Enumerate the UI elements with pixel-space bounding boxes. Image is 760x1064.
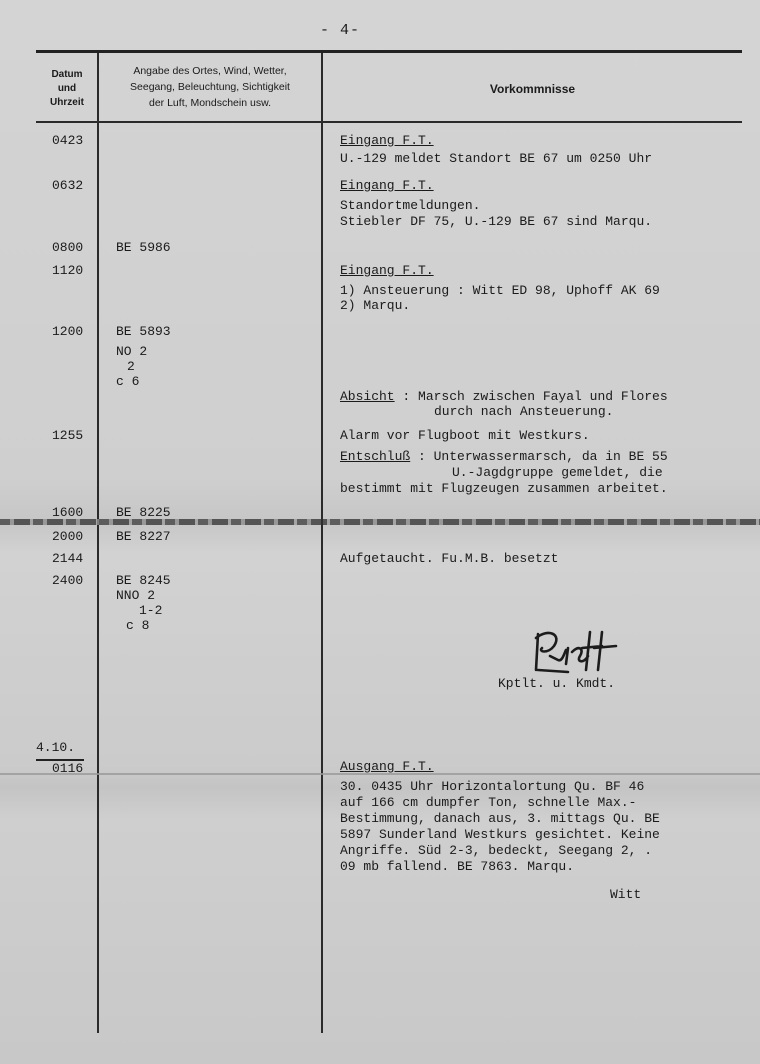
event-text: Bestimmung, danach aus, 3. mittags Qu. BE: [340, 811, 660, 826]
time-entry: 1600: [52, 505, 84, 520]
time-entry: 0423: [52, 133, 84, 148]
column-header-angabe: [102, 63, 318, 111]
column-header-vorkommnisse: Vorkommnisse: [489, 82, 576, 96]
time-entry: 1255: [52, 428, 84, 443]
event-text: Angriffe. Süd 2-3, bedeckt, Seegang 2, .: [340, 843, 653, 858]
event-text: Alarm vor Flugboot mit Westkurs.: [340, 428, 590, 443]
header-angabe-line: Angabe des Ortes, Wind, Wetter,: [133, 65, 287, 77]
top-rule: [36, 50, 742, 53]
event-text: : Marsch zwischen Fayal und Flores: [394, 389, 668, 404]
event-text: 30. 0435 Uhr Horizontalortung Qu. BF 46: [340, 779, 645, 794]
event-text: Aufgetaucht. Fu.M.B. besetzt: [340, 551, 559, 566]
event-text: auf 166 cm dumpfer Ton, schnelle Max.-: [340, 795, 637, 810]
visibility-entry: c 8: [126, 618, 150, 633]
wind-entry: NNO 2: [116, 588, 156, 603]
position-entry: BE 5986: [116, 240, 171, 255]
position-entry: BE 8225: [116, 505, 171, 520]
paper-fold-crease: [0, 519, 760, 525]
sender-signature: Witt: [610, 887, 642, 902]
event-text: bestimmt mit Flugzeugen zusammen arbeitet.: [340, 481, 668, 496]
event-text: 2) Marqu.: [340, 298, 411, 313]
time-entry: 1200: [52, 324, 84, 339]
time-entry: 2144: [52, 551, 84, 566]
position-entry: BE 5893: [116, 324, 171, 339]
event-heading: Eingang F.T.: [340, 263, 434, 278]
visibility-entry: c 6: [116, 374, 140, 389]
event-heading: Ausgang F.T.: [340, 759, 434, 774]
header-rule: [36, 121, 742, 123]
event-text: : Unterwassermarsch, da in BE 55: [410, 449, 668, 464]
position-entry: BE 8245: [116, 573, 171, 588]
event-text: Stiebler DF 75, U.-129 BE 67 sind Marqu.: [340, 214, 653, 229]
time-entry: 0800: [52, 240, 84, 255]
page-number: - 4-: [320, 22, 361, 39]
event-heading: Entschluß: [340, 449, 411, 464]
handwritten-signature: [528, 626, 628, 680]
header-angabe-line: Seegang, Beleuchtung, Sichtigkeit: [130, 81, 290, 93]
seegang-entry: 2: [127, 359, 135, 374]
time-entry: 2000: [52, 529, 84, 544]
time-entry: 1120: [52, 263, 84, 278]
column-divider-2: [321, 53, 323, 1033]
event-text: U.-129 meldet Standort BE 67 um 0250 Uhr: [340, 151, 653, 166]
time-entry: 0116: [52, 761, 84, 776]
column-divider-1: [97, 53, 99, 1033]
date-entry: 4.10.: [36, 740, 76, 755]
event-text: U.-Jagdgruppe gemeldet, die: [452, 465, 663, 480]
position-entry: BE 8227: [116, 529, 171, 544]
time-entry: 0632: [52, 178, 84, 193]
time-entry: 2400: [52, 573, 84, 588]
wind-entry: NO 2: [116, 344, 148, 359]
signature-title: Kptlt. u. Kmdt.: [498, 676, 616, 691]
header-datum-line: und: [57, 83, 77, 94]
column-header-datum: [40, 68, 94, 110]
event-heading: Eingang F.T.: [340, 178, 434, 193]
event-text-line: [340, 449, 668, 465]
header-datum-line: Uhrzeit: [50, 97, 84, 108]
event-text: durch nach Ansteuerung.: [434, 404, 614, 419]
header-datum-line: Datum: [51, 69, 83, 80]
header-angabe-line: der Luft, Mondschein usw.: [149, 97, 271, 109]
event-heading: Absicht: [340, 389, 395, 404]
event-text-line: [340, 389, 668, 405]
event-heading: Eingang F.T.: [340, 133, 434, 148]
event-text: Standortmeldungen.: [340, 198, 481, 213]
event-text: 5897 Sunderland Westkurs gesichtet. Keine: [340, 827, 660, 842]
seegang-entry: 1-2: [139, 603, 163, 618]
event-text: 09 mb fallend. BE 7863. Marqu.: [340, 859, 575, 874]
event-text: 1) Ansteuerung : Witt ED 98, Uphoff AK 69: [340, 283, 660, 298]
